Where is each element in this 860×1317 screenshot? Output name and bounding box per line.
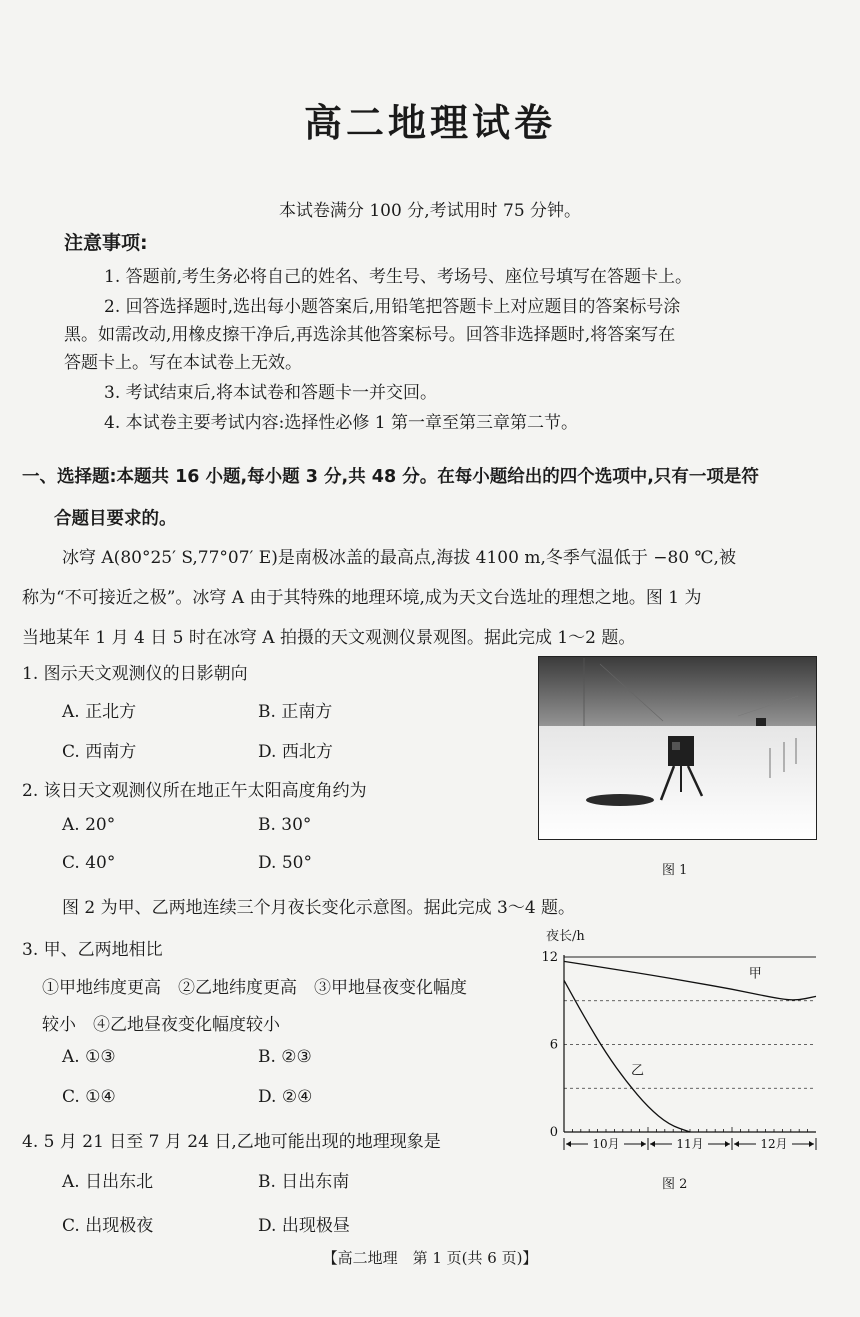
option-b: B. 日出东南 <box>258 1172 350 1192</box>
figure2-caption: 图 2 <box>662 1177 688 1192</box>
chart-series <box>564 961 816 1132</box>
option-b: B. 正南方 <box>258 702 333 722</box>
option-d: D. 出现极昼 <box>258 1216 350 1236</box>
arrow-head <box>641 1141 646 1147</box>
month-label: 10月 <box>592 1137 620 1151</box>
series-line-1 <box>564 980 690 1132</box>
notice-item: 黑。如需改动,用橡皮擦干净后,再选涂其他答案标号。回答非选择题时,将答案写在 <box>64 325 676 345</box>
page-title: 高二地理试卷 <box>303 101 556 145</box>
month-label: 12月 <box>760 1137 788 1151</box>
option-a: A. ①③ <box>62 1047 116 1067</box>
x-month-labels <box>564 1137 816 1151</box>
option-d: D. ②④ <box>258 1087 313 1107</box>
y-tick-label: 0 <box>549 1125 558 1140</box>
notice-item: 4. 本试卷主要考试内容:选择性必修 1 第一章至第三章第二节。 <box>104 413 578 433</box>
series-label: 甲 <box>748 966 762 982</box>
passage-line: 当地某年 1 月 4 日 5 时在冰穹 A 拍摄的天文观测仪景观图。据此完成 1～2 题。 <box>22 628 636 648</box>
option-c: C. 西南方 <box>62 742 137 762</box>
arrow-head <box>725 1141 730 1147</box>
figure2-chart <box>536 922 826 1168</box>
passage-line: 冰穹 A(80°25′ S,77°07′ E)是南极冰盖的最高点,海拔 4100 m,冬季气温低于 −80 ℃,被 <box>62 548 736 568</box>
option-a: A. 日出东北 <box>62 1172 154 1192</box>
notice-item: 答题卡上。写在本试卷上无效。 <box>64 353 302 373</box>
option-a: A. 正北方 <box>62 702 137 722</box>
arrow-head <box>809 1141 814 1147</box>
notice-item: 1. 答题前,考生务必将自己的姓名、考生号、考场号、座位号填写在答题卡上。 <box>104 267 693 287</box>
option-c: C. ①④ <box>62 1087 116 1107</box>
option-b: B. 30° <box>258 815 312 835</box>
figure1-photo <box>538 656 817 840</box>
notice-item: 2. 回答选择题时,选出每小题答案后,用铅笔把答题卡上对应题目的答案标号涂 <box>104 297 681 317</box>
question-stem: 2. 该日天文观测仪所在地正午太阳高度角约为 <box>22 781 367 801</box>
section-heading: 一、选择题:本题共 16 小题,每小题 3 分,共 48 分。在每小题给出的四个选项中,只有一项是符 <box>22 467 759 487</box>
question-stem: 4. 5 月 21 日至 7 月 24 日,乙地可能出现的地理现象是 <box>22 1132 441 1152</box>
question-statements: 较小 ④乙地昼夜变化幅度较小 <box>42 1015 280 1035</box>
question-stem: 1. 图示天文观测仪的日影朝向 <box>22 664 248 684</box>
notice-item: 3. 考试结束后,将本试卷和答题卡一并交回。 <box>104 383 438 403</box>
passage-line: 图 2 为甲、乙两地连续三个月夜长变化示意图。据此完成 3～4 题。 <box>62 898 576 918</box>
series-label: 乙 <box>631 1063 645 1079</box>
figure1-caption: 图 1 <box>662 863 688 878</box>
y-tick-label: 6 <box>549 1037 558 1053</box>
option-d: D. 西北方 <box>258 742 333 762</box>
arrow-head <box>734 1141 739 1147</box>
option-d: D. 50° <box>258 853 312 873</box>
option-a: A. 20° <box>62 815 116 835</box>
y-tick-labels <box>541 950 558 1140</box>
notice-heading: 注意事项: <box>64 232 148 254</box>
arrow-head <box>566 1141 571 1147</box>
chart-gridlines <box>564 957 816 1088</box>
y-axis-label: 夜长/h <box>546 929 585 944</box>
section-heading: 合题目要求的。 <box>54 509 177 529</box>
passage-line: 称为“不可接近之极”。冰穹 A 由于其特殊的地理环境,成为天文台选址的理想之地。图 1 为 <box>22 588 702 608</box>
option-c: C. 出现极夜 <box>62 1216 154 1236</box>
question-stem: 3. 甲、乙两地相比 <box>22 940 163 960</box>
option-b: B. ②③ <box>258 1047 312 1067</box>
y-tick-label: 12 <box>541 950 558 965</box>
page-footer: 【高二地理 第 1 页(共 6 页)】 <box>322 1249 538 1267</box>
question-statements: ①甲地纬度更高 ②乙地纬度更高 ③甲地昼夜变化幅度 <box>42 978 467 998</box>
arrow-head <box>650 1141 655 1147</box>
exam-info: 本试卷满分 100 分,考试用时 75 分钟。 <box>278 201 582 221</box>
month-label: 11月 <box>676 1137 704 1151</box>
option-c: C. 40° <box>62 853 116 873</box>
series-line-0 <box>564 961 816 1000</box>
